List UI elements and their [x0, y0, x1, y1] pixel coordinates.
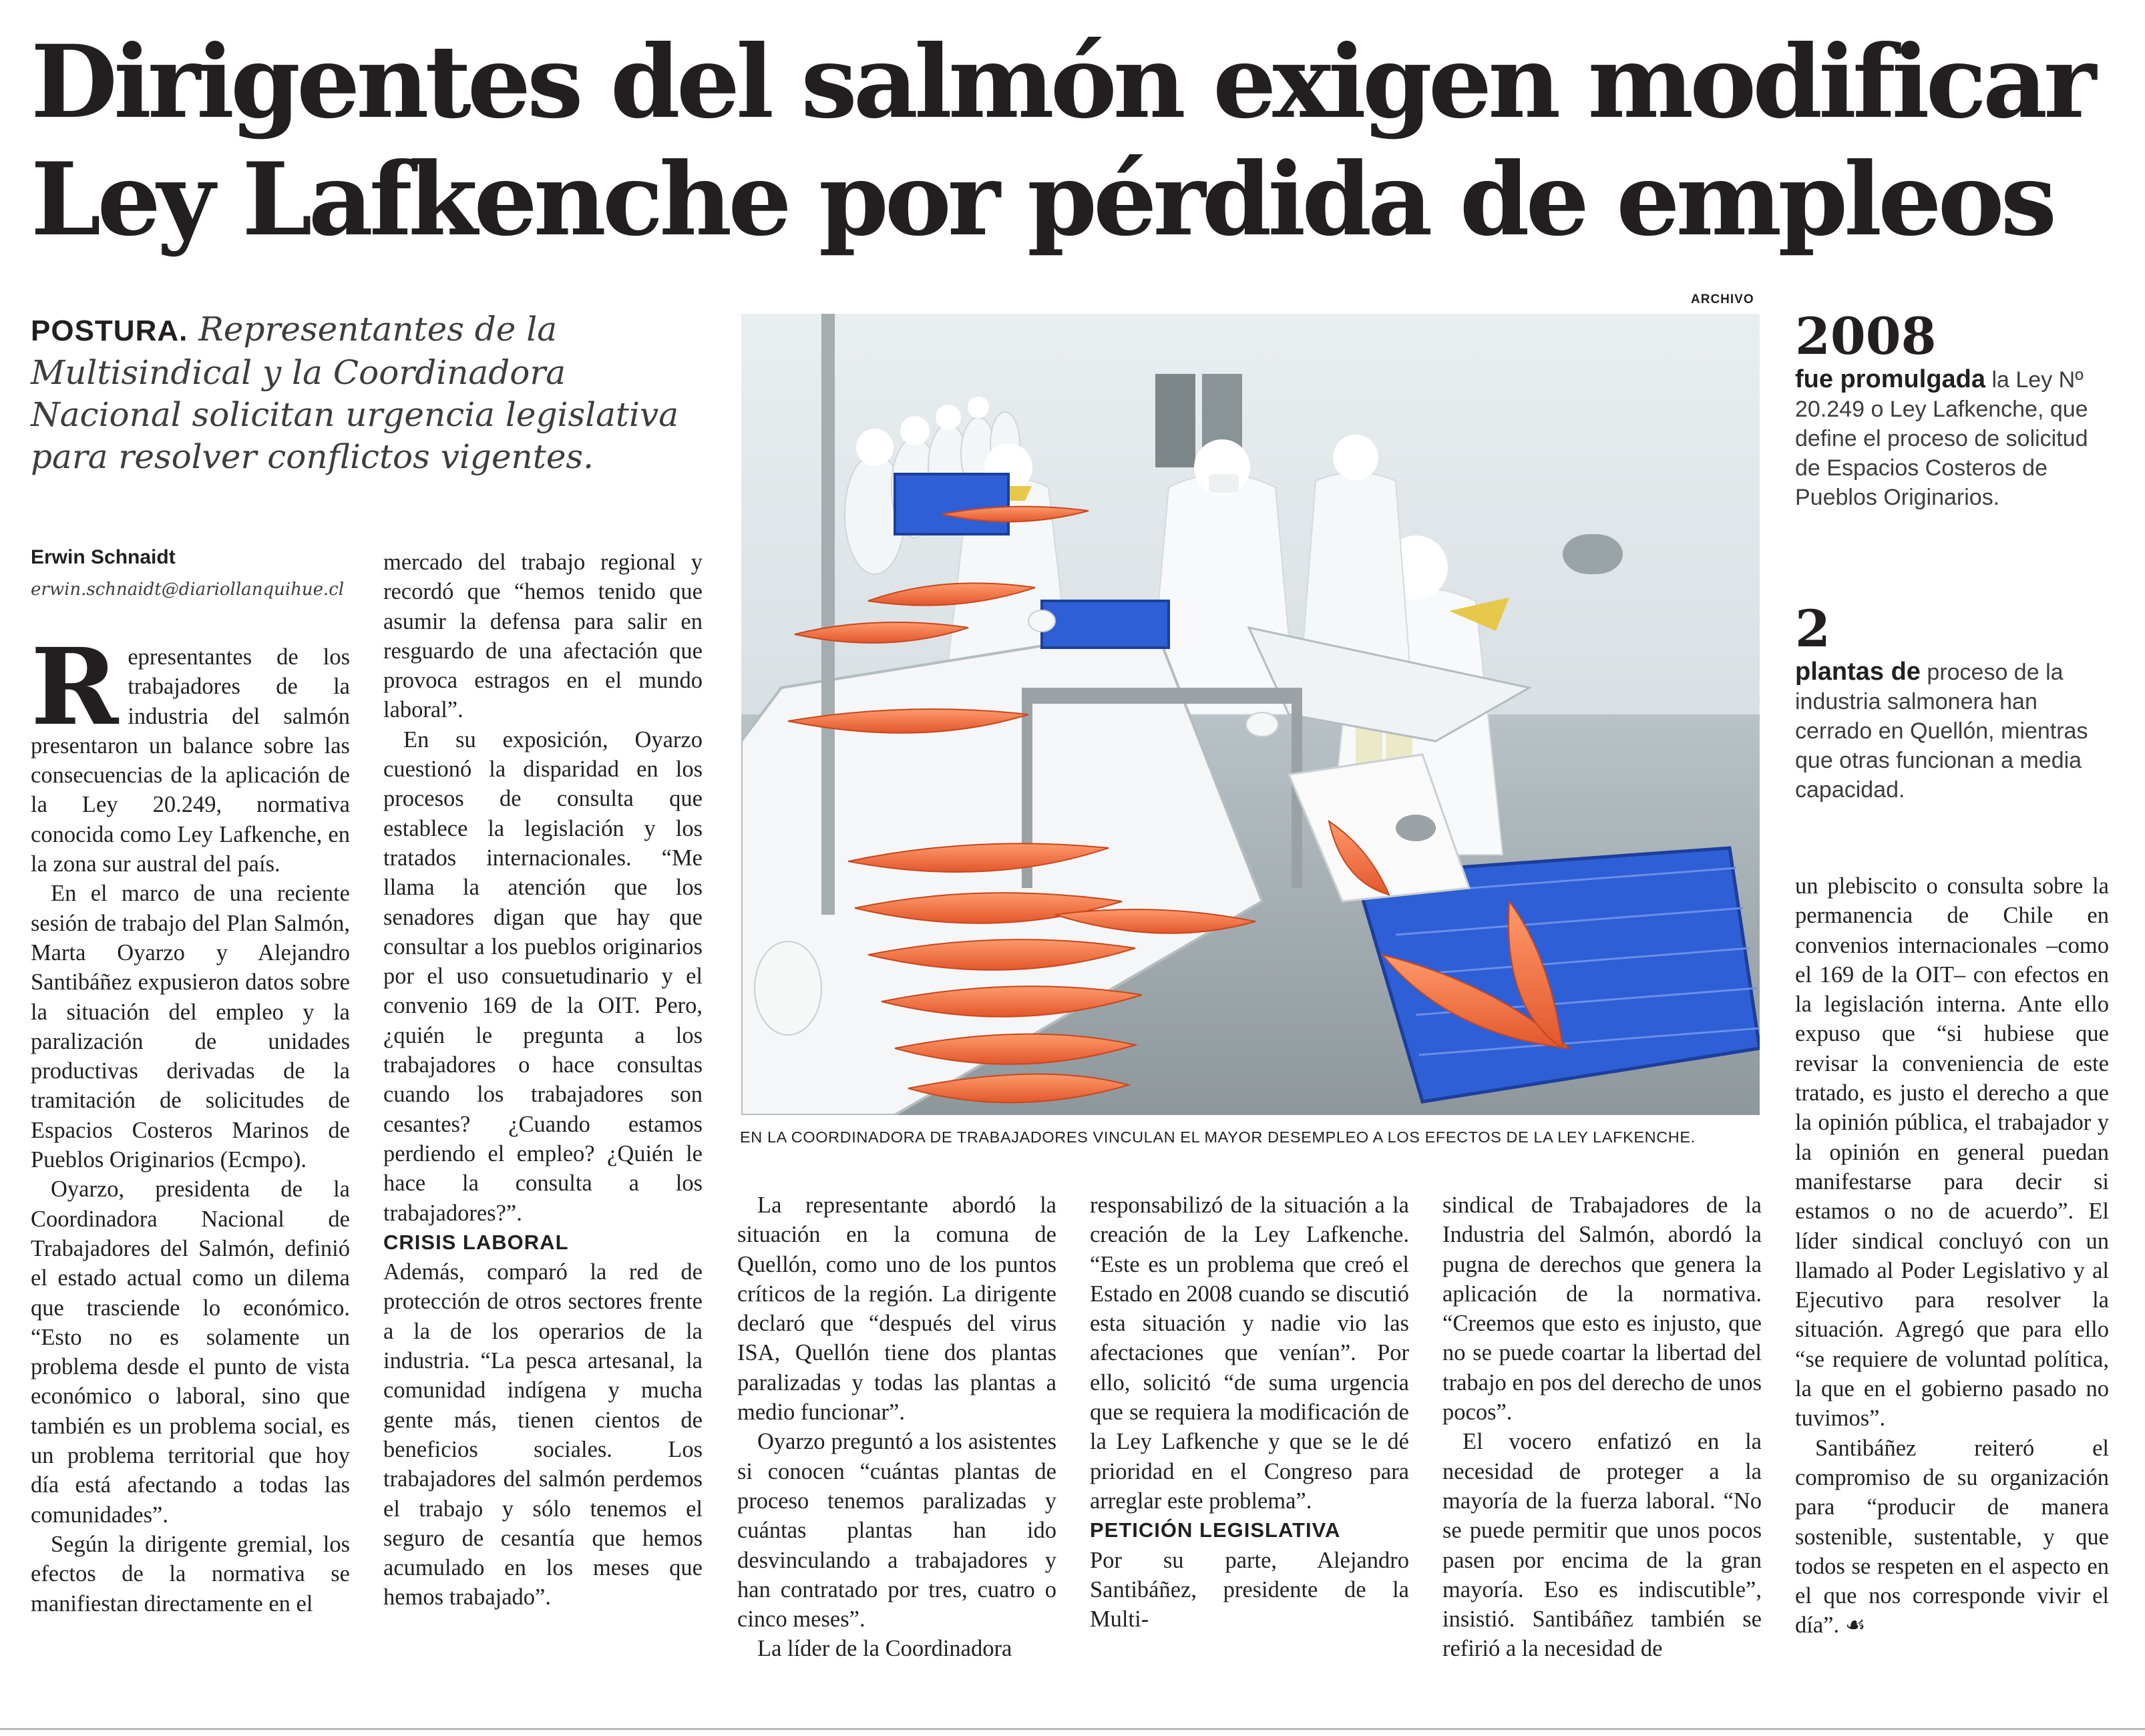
- body-column-5: [1442, 1190, 1762, 1664]
- paragraph: responsabilizó de la situación a la creación de la Ley Lafkenche. “Este es un problema que creó el Estado en 2008 cuando se discutió esta situación y nadie vio las afectaciones que venían”. Por ello, solicitó “de suma urgencia que se requiera la modificación de la Ley Lafkenche y que se le dé prioridad en el Congreso para arreglar este problema”.: [1090, 1192, 1409, 1514]
- drop-cap: R: [31, 626, 119, 749]
- paragraph: Oyarzo, presidenta de la Coordinadora Nacional de Trabajadores del Salmón, definió el estado actual como un dilema que trasciende lo económico. “Esto no es solamente un problema desde el punto de vista económico o laboral, sino que también es un problema social, es un problema territorial que hoy día está afectando a todas las comunidades”.: [31, 1176, 350, 1528]
- paragraph: En su exposición, Oyarzo cuestionó la disparidad en los procesos de consulta que establece la legislación y los tratados internacionales. “Me llama la atención que los senadores digan que hay que consultar a los pueblos originarios por el uso consuetudinario y el convenio 169 de la OIT. Pero, ¿quién le pregunta a los trabajadores o hace consultas cuando los trabajadores son cesantes? ¿Cuando estamos perdiendo el empleo? ¿Quién le hace la consulta a los trabajadores?”.: [383, 726, 703, 1226]
- photo-credit: ARCHIVO: [1691, 292, 1754, 306]
- body-column-3: [737, 1190, 1056, 1664]
- lede-text: Representantes de la Multisindical y la Coordinadora Nacional solicitan urgencia legislativa para resolver conflictos vigentes.: [31, 310, 679, 476]
- paragraph: Según la dirigente gremial, los efectos de la normativa se manifiestan directamente en el: [31, 1531, 350, 1616]
- lede: [31, 308, 705, 478]
- subhead-crisis-laboral: CRISIS LABORAL: [383, 1230, 569, 1254]
- headline-line-1: Dirigentes del salmón exigen modificar: [31, 23, 2093, 141]
- paragraph: En el marco de una reciente sesión de trabajo del Plan Salmón, Marta Oyarzo y Alejandro Santibáñez expusieron datos sobre la situación del empleo y la paralización de unidades productivas derivadas de la tramitación de solicitudes de Espacios Costeros Marinos de Pueblos Originarios (Ecmpo).: [31, 881, 350, 1173]
- bottom-rule: [0, 1728, 2145, 1730]
- paragraph: El vocero enfatizó en la necesidad de proteger a la mayoría de la fuerza laboral. “No se puede permitir que unos pocos pasen por encima de la gran mayoría. Eso es indiscutible”, insistió. Santibáñez también se refirió a la necesidad de: [1442, 1429, 1762, 1662]
- fact-bold: plantas de: [1795, 658, 1921, 686]
- fact-body: proceso de la industria salmonera han cerrado en Quellón, mientras que otras funcionan a media capacidad.: [1795, 660, 2088, 803]
- body-column-4: [1090, 1190, 1409, 1634]
- body-column-2: [383, 548, 703, 1612]
- lede-kicker: POSTURA.: [31, 314, 188, 347]
- byline-author: Erwin Schnaidt: [31, 546, 176, 568]
- news-photo: [741, 314, 1760, 1115]
- salmon-processing-plant-illustration: [741, 314, 1760, 1115]
- paragraph: epresentantes de los trabajadores de la industria del salmón presentaron un balance sobre las consecuencias de la aplicación de la Ley 20.249, normativa conocida como Ley Lafkenche, en la zona sur austral del país.: [31, 644, 350, 877]
- subhead-peticion-legislativa: PETICIÓN LEGISLATIVA: [1090, 1518, 1341, 1542]
- paragraph: sindical de Trabajadores de la Industria del Salmón, abordó la pugna de derechos que genera la aplicación de la normativa. “Creemos que esto es injusto, que no se puede coartar la libertad del trabajo en pos del derecho de unos pocos”.: [1442, 1192, 1762, 1426]
- fact-text: [1795, 365, 2109, 512]
- body-column-6: [1795, 871, 2109, 1641]
- paragraph: mercado del trabajo regional y recordó que “hemos tenido que asumir la defensa para salir en resguardo de una afectación que provoca estragos en el mundo laboral”.: [383, 550, 703, 723]
- fact-number: 2: [1795, 599, 1830, 658]
- paragraph: un plebiscito o consulta sobre la permanencia de Chile en convenios internacionales –como el 169 de la OIT– con efectos en la legislación interna. Ante ello expuso que “si hubiese que revisar la conveniencia de este tratado, es justo el derecho a que la opinión pública, el trabajador y la opinión en general puedan manifestarse para decir si estamos o no de acuerdo”. El líder sindical concluyó con un llamado al Poder Legislativo y al Ejecutivo para resolver la situación. Agregó que para ello “se requiere de voluntad política, la que en el gobierno pasado no tuvimos”.: [1795, 873, 2109, 1432]
- paragraph: Por su parte, Alejandro Santibáñez, presidente de la Multi-: [1090, 1547, 1409, 1633]
- paragraph: La representante abordó la situación en la comuna de Quellón, como uno de los puntos críticos de la región. La dirigente declaró que “después del virus ISA, Quellón tiene dos plantas paralizadas y todas las plantas a medio funcionar”.: [737, 1192, 1056, 1426]
- paragraph: Santibáñez reiteró el compromiso de su organización para “producir de manera sostenible, sustentable, y que todos se respeten en el aspecto en el que nos corresponde vivir el día”. ☙: [1795, 1435, 2109, 1639]
- fact-box-2008: [1795, 308, 2109, 512]
- fact-bold: fue promulgada: [1795, 365, 1986, 393]
- photo-caption: EN LA COORDINADORA DE TRABAJADORES VINCULAN EL MAYOR DESEMPLEO A LOS EFECTOS DE LA LEY LAFKENCHE.: [740, 1128, 1696, 1146]
- paragraph: Oyarzo preguntó a los asistentes si conocen “cuántas plantas de proceso tenemos paralizadas y cuántas plantas han ido desvinculando a trabajadores y han contratado por tres, cuatro o cinco meses”.: [737, 1429, 1056, 1633]
- paragraph: Además, comparó la red de protección de otros sectores frente a la de los operarios de la industria. “La pesca artesanal, la comunidad indígena y mucha gente más, tienen cientos de beneficios sociales. Los trabajadores del salmón perdemos el trabajo y sólo tenemos el seguro de cesantía que hemos acumulado en los meses que hemos trabajado”.: [383, 1259, 703, 1610]
- fact-text: [1795, 657, 2109, 805]
- fact-number: 2008: [1795, 306, 1937, 366]
- headline-line-2: Ley Lafkenche por pérdida de empleos: [31, 141, 2054, 258]
- paragraph: La líder de la Coordinadora: [757, 1636, 1012, 1662]
- fact-body: la Ley Nº 20.249 o Ley Lafkenche, que define el proceso de solicitud de Espacios Costeros de Pueblos Originarios.: [1795, 367, 2088, 510]
- byline-email: erwin.schnaidt@diariollanquihue.cl: [31, 580, 345, 600]
- body-column-1: [31, 626, 350, 1618]
- fact-box-2: [1795, 601, 2109, 805]
